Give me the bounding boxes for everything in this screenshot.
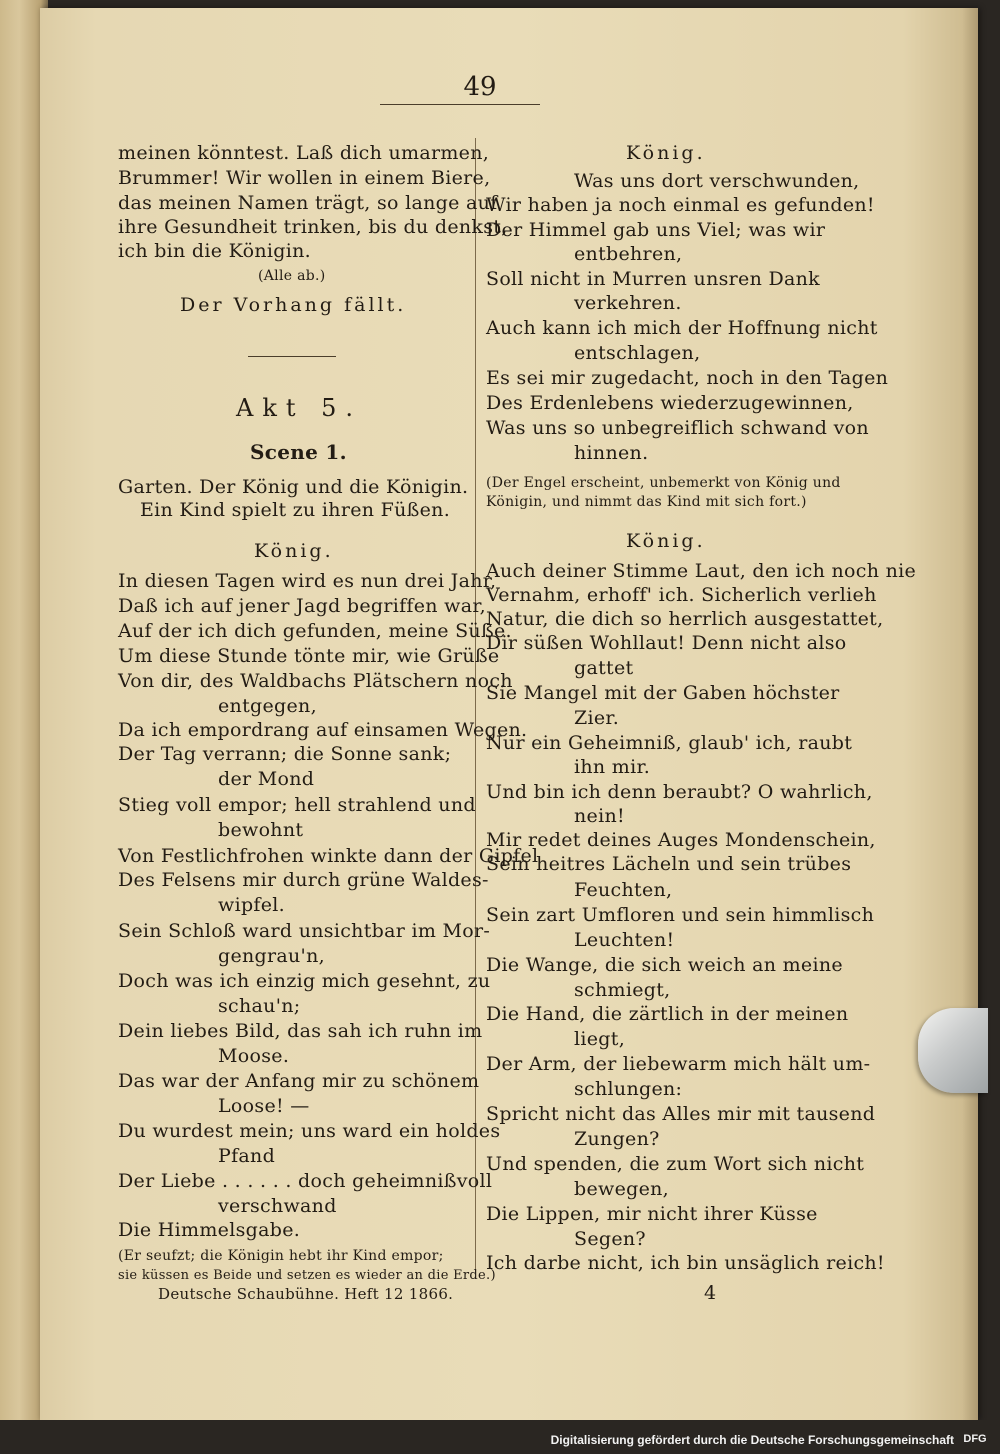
verse-line: Vernahm, erhoff' ich. Sicherlich verlieh [486, 584, 877, 606]
text-line: das meinen Namen trägt, so lange auf [118, 192, 498, 214]
verse-line: Der Tag verrann; die Sonne sank; [118, 743, 452, 765]
dfg-logo: DFG [963, 1433, 987, 1445]
verse-line: entschlagen, [574, 342, 701, 364]
verse-line: Auch kann ich mich der Hoffnung nicht [486, 317, 878, 339]
verse-line: entbehren, [574, 243, 683, 265]
verse-line: bewohnt [218, 819, 304, 841]
verse-line: Wir haben ja noch einmal es gefunden! [486, 194, 875, 216]
verse-line: bewegen, [574, 1178, 669, 1200]
verse-line: Um diese Stunde tönte mir, wie Grüße [118, 645, 500, 667]
speaker-name: König. [626, 530, 706, 552]
stage-direction: sie küssen es Beide und setzen es wieder an die Erde.) [118, 1268, 496, 1283]
stage-exit: (Alle ab.) [258, 268, 326, 284]
verse-line: In diesen Tagen wird es nun drei Jahr, [118, 570, 497, 592]
verse-line: Dein liebes Bild, das sah ich ruhn im [118, 1020, 483, 1042]
page-number: 49 [463, 72, 497, 102]
page-edge-shadow [962, 8, 978, 1420]
verse-line: Feuchten, [574, 879, 673, 901]
verse-line: Zungen? [574, 1128, 660, 1150]
digitization-credit: Digitalisierung gefördert durch die Deutsche Forschungsgemeinschaft [550, 1433, 954, 1447]
setting-line: Ein Kind spielt zu ihren Füßen. [140, 499, 451, 521]
verse-line: Es sei mir zugedacht, noch in den Tagen [486, 367, 889, 389]
stage-direction: (Er seufzt; die Königin hebt ihr Kind empor; [118, 1248, 444, 1264]
verse-line: Was uns so unbegreiflich schwand von [486, 417, 869, 439]
verse-line: schau'n; [218, 995, 301, 1017]
verse-line: Sein heitres Lächeln und sein trübes [486, 853, 852, 875]
verse-line: Da ich empordrang auf einsamen Wegen. [118, 719, 528, 741]
setting-line: Garten. Der König und die Königin. [118, 476, 469, 498]
verse-line: Ich darbe nicht, ich bin unsäglich reich! [486, 1252, 885, 1274]
text-line: ich bin die Königin. [118, 240, 311, 262]
verse-line: gattet [574, 657, 634, 679]
verse-line: nein! [574, 805, 625, 827]
verse-line: Segen? [574, 1228, 646, 1250]
verse-line: Die Lippen, mir nicht ihrer Küsse [486, 1203, 818, 1225]
text-line: Brummer! Wir wollen in einem Biere, [118, 167, 491, 189]
verse-line: hinnen. [574, 442, 649, 464]
verse-line: Dir süßen Wohllaut! Denn nicht also [486, 632, 847, 654]
verse-line: gengrau'n, [218, 945, 325, 967]
page-clip [918, 1008, 988, 1093]
verse-line: Auf der ich dich gefunden, meine Süße. [118, 620, 512, 642]
verse-line: Und spenden, die zum Wort sich nicht [486, 1153, 865, 1175]
verse-line: Du wurdest mein; uns ward ein holdes [118, 1120, 501, 1142]
verse-line: Was uns dort verschwunden, [574, 170, 860, 192]
verse-line: Sie Mangel mit der Gaben höchster [486, 682, 840, 704]
verse-line: Zier. [574, 707, 620, 729]
signature-mark: 4 [704, 1282, 717, 1304]
verse-line: Leuchten! [574, 929, 675, 951]
verse-line: Soll nicht in Murren unsren Dank [486, 268, 820, 290]
verse-line: Des Felsens mir durch grüne Waldes- [118, 869, 489, 891]
verse-line: Der Himmel gab uns Viel; was wir [486, 219, 826, 241]
verse-line: Sein zart Umfloren und sein himmlisch [486, 904, 875, 926]
speaker-name: König. [626, 142, 706, 164]
verse-line: Von Festlichfrohen winkte dann der Gipfel [118, 845, 539, 867]
footer-note: Deutsche Schaubühne. Heft 12 1866. [158, 1285, 454, 1303]
verse-line: schmiegt, [574, 979, 671, 1001]
verse-line: Spricht nicht das Alles mir mit tausend [486, 1103, 876, 1125]
speaker-name: König. [254, 540, 334, 562]
header-rule [380, 104, 540, 105]
verse-line: verschwand [218, 1195, 337, 1217]
verse-line: Das war der Anfang mir zu schönem [118, 1070, 480, 1092]
verse-line: Der Liebe . . . . . . doch geheimnißvoll [118, 1170, 493, 1192]
verse-line: entgegen, [218, 695, 317, 717]
text-line: ihre Gesundheit trinken, bis du denkst, [118, 216, 508, 238]
text-line: meinen könntest. Laß dich umarmen, [118, 142, 490, 164]
column-divider [475, 138, 476, 1273]
section-rule [248, 356, 336, 357]
verse-line: Doch was ich einzig mich gesehnt, zu [118, 970, 491, 992]
verse-line: ihn mir. [574, 756, 651, 778]
verse-line: Stieg voll empor; hell strahlend und [118, 794, 476, 816]
verse-line: Loose! — [218, 1095, 310, 1117]
verse-line: Die Wange, die sich weich an meine [486, 954, 843, 976]
verse-line: Mir redet deines Auges Mondenschein, [486, 829, 876, 851]
verse-line: Nur ein Geheimniß, glaub' ich, raubt [486, 732, 853, 754]
verse-line: Auch deiner Stimme Laut, den ich noch nie [486, 560, 917, 582]
verse-line: schlungen: [574, 1078, 683, 1100]
verse-line: Sein Schloß ward unsichtbar im Mor- [118, 920, 491, 942]
verse-line: Von dir, des Waldbachs Plätschern noch [118, 670, 513, 692]
verse-line: liegt, [574, 1028, 626, 1050]
verse-line: Und bin ich denn beraubt? O wahrlich, [486, 781, 873, 803]
verse-line: Die Himmelsgabe. [118, 1219, 301, 1241]
verse-line: verkehren. [574, 292, 682, 314]
scene-heading: Scene 1. [250, 440, 347, 464]
verse-line: der Mond [218, 768, 315, 790]
verse-line: Des Erdenlebens wiederzugewinnen, [486, 392, 854, 414]
verse-line: Die Hand, die zärtlich in der meinen [486, 1003, 849, 1025]
verse-line: wipfel. [218, 894, 285, 916]
verse-line: Pfand [218, 1145, 276, 1167]
curtain-line: Der Vorhang fällt. [180, 294, 407, 316]
verse-line: Moose. [218, 1045, 290, 1067]
verse-line: Der Arm, der liebewarm mich hält um- [486, 1053, 871, 1075]
verse-line: Natur, die dich so herrlich ausgestattet, [486, 608, 884, 630]
verse-line: Daß ich auf jener Jagd begriffen war, [118, 595, 487, 617]
stage-direction: (Der Engel erscheint, unbemerkt von König und [486, 475, 841, 491]
stage-direction: Königin, und nimmt das Kind mit sich fort.) [486, 494, 807, 510]
act-heading: Akt 5. [236, 394, 363, 422]
